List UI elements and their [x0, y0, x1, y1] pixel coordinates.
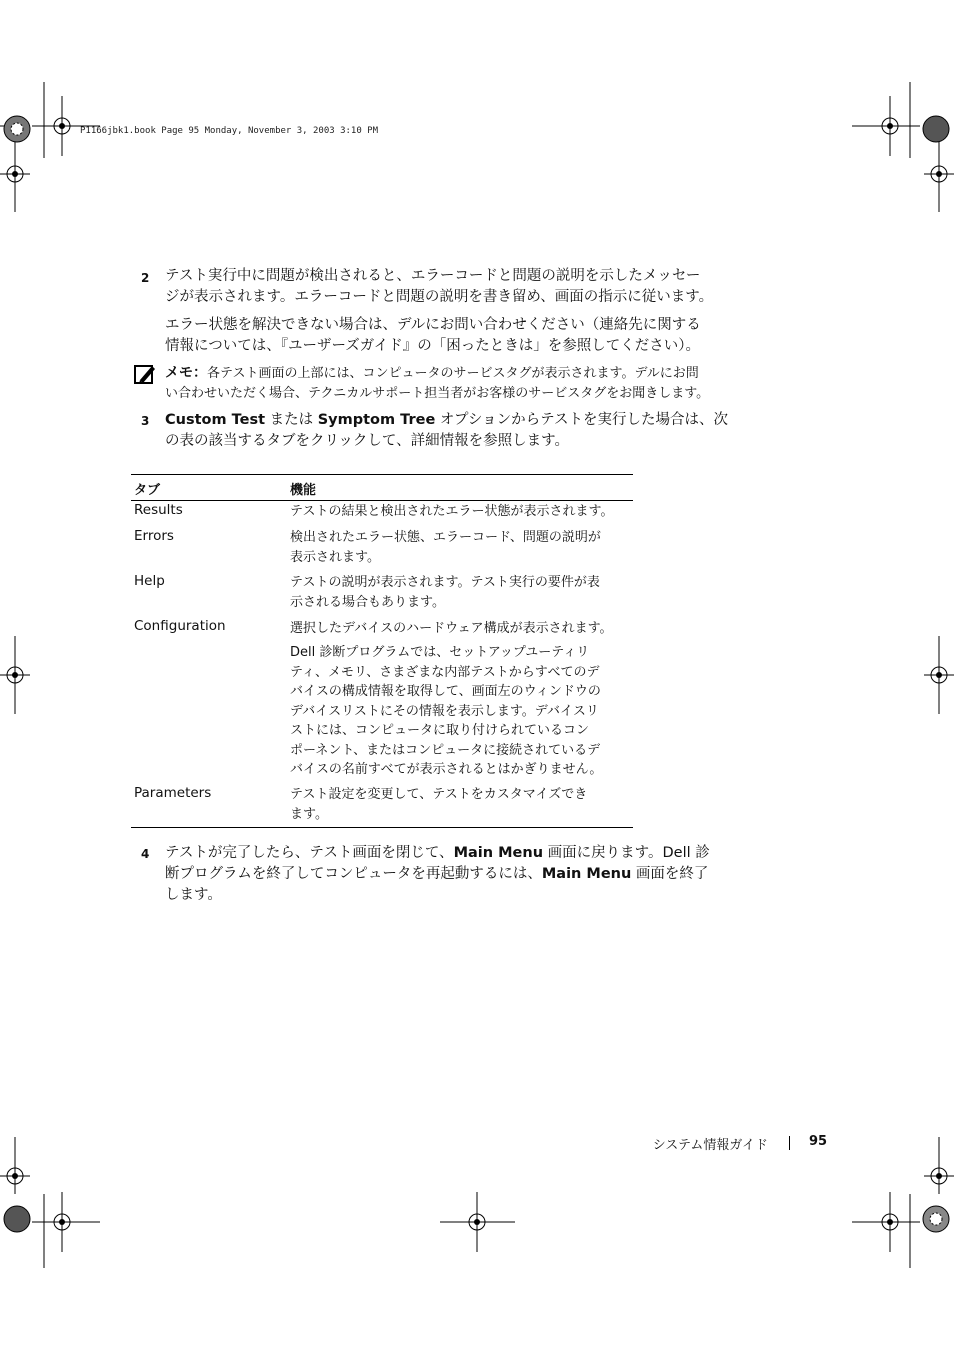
table-row-parameters-function: [290, 785, 632, 824]
note-line-1: 各テスト画面の上部には、コンピュータのサービスタグが表示されます。デルにお問: [207, 366, 699, 381]
table-header-tab: タブ: [134, 483, 161, 498]
table-cell-line: 検出されたエラー状態、エラーコード、問題の説明が: [290, 530, 601, 545]
step-4-number: 4: [141, 847, 150, 861]
step-2-text: [165, 266, 770, 308]
table-row-errors-tab: Errors: [134, 528, 174, 544]
table-cell-line: バイスの構成情報を取得して、画面左のウィンドウの: [290, 684, 601, 699]
main-menu-label: Main Menu: [453, 845, 544, 861]
table-cell-line: デバイスリストにその情報を表示します。デバイスリ: [290, 703, 599, 719]
symptom-tree-label: Symptom Tree: [317, 412, 436, 428]
table-row-results-tab: Results: [134, 502, 183, 518]
table-row-results-function: [290, 502, 632, 522]
step-3-connector: または: [265, 412, 318, 428]
step-4-text: [165, 843, 770, 906]
step-4-text-part: 断プログラムを終了してコンピュータを再起動するには、: [165, 866, 542, 882]
print-header: P1166jbk1.book Page 95 Monday, November 3, 2003 3:10 PM: [80, 126, 379, 136]
table-cell-line: 選択したデバイスのハードウェア構成が表示されます。: [290, 621, 613, 636]
note-block: [165, 363, 770, 404]
table-row-help-function: [290, 573, 632, 612]
table-cell-line: ポーネント、またはコンピュータに接続されているデ: [290, 742, 601, 758]
step-2-number: 2: [141, 271, 150, 285]
step-3-rest: オプションからテストを実行した場合は、次: [435, 412, 729, 428]
step-4-line-3: します。: [165, 887, 222, 903]
table-cell-line: テストの結果と検出されたエラー状態が表示されます。: [290, 504, 614, 519]
table-header-function: 機能: [290, 483, 317, 498]
note-label: メモ：: [165, 365, 207, 381]
table-cell-line: 表示されます。: [290, 549, 380, 565]
table-top-rule: [131, 474, 633, 475]
table-bottom-rule: [131, 827, 633, 828]
page-number: 95: [809, 1134, 828, 1149]
table-cell-line: Dell 診断プログラムでは、セットアップユーティリ: [290, 645, 590, 660]
table-cell-line: 示される場合もあります。: [290, 594, 445, 610]
table-row-errors-function: [290, 528, 632, 567]
pencil-note-icon: [134, 364, 156, 386]
table-row-configuration-detail: [290, 643, 632, 780]
table-row-parameters-tab: Parameters: [134, 785, 212, 801]
step-2-sub-line-1: エラー状態を解決できない場合は、デルにお問い合わせください（連絡先に関する: [165, 317, 701, 333]
footer-separator: [789, 1136, 790, 1150]
footer-guide-title: システム情報ガイド: [652, 1138, 768, 1153]
step-2-sub-line-2: 情報については、『ユーザーズガイド』の「困ったときは」を参照してください）。: [165, 338, 701, 354]
table-cell-line: ストには、コンピュータに取り付けられているコン: [290, 723, 590, 738]
table-cell-line: テストの説明が表示されます。テスト実行の要件が表: [290, 575, 600, 590]
step-2-line-1: テスト実行中に問題が検出されると、エラーコードと問題の説明を示したメッセー: [165, 268, 701, 284]
step-4-text-part: 画面に戻ります。Dell 診: [543, 845, 710, 861]
step-3-number: 3: [141, 414, 150, 428]
step-2-line-2: ジが表示されます。エラーコードと問題の説明を書き留め、画面の指示に従います。: [165, 289, 714, 305]
step-4-text-part: テストが完了したら、テスト画面を閉じて、: [165, 845, 454, 861]
step-4-text-part: 画面を終了: [631, 866, 709, 882]
main-menu-label: Main Menu: [541, 866, 632, 882]
note-line-2: い合わせいただく場合、テクニカルサポート担当者がお客様のサービスタグをお聞きします。: [165, 386, 710, 401]
step-2-subparagraph: [165, 315, 770, 357]
step-3-line-2: の表の該当するタブをクリックして、詳細情報を参照します。: [165, 433, 569, 449]
table-cell-line: ティ、メモリ、さまざまな内部テストからすべてのデ: [290, 664, 600, 680]
step-3-text: [165, 410, 770, 452]
table-row-configuration-tab: Configuration: [134, 618, 226, 634]
table-cell-line: テスト設定を変更して、テストをカスタマイズでき: [290, 787, 588, 802]
custom-test-label: Custom Test: [165, 412, 266, 428]
table-row-configuration-function: [290, 619, 632, 639]
table-header-rule: [131, 500, 633, 501]
table-cell-line: バイスの名前すべてが表示されるとはかぎりません。: [290, 762, 603, 777]
table-cell-line: ます。: [290, 806, 328, 822]
table-row-help-tab: Help: [134, 573, 165, 589]
